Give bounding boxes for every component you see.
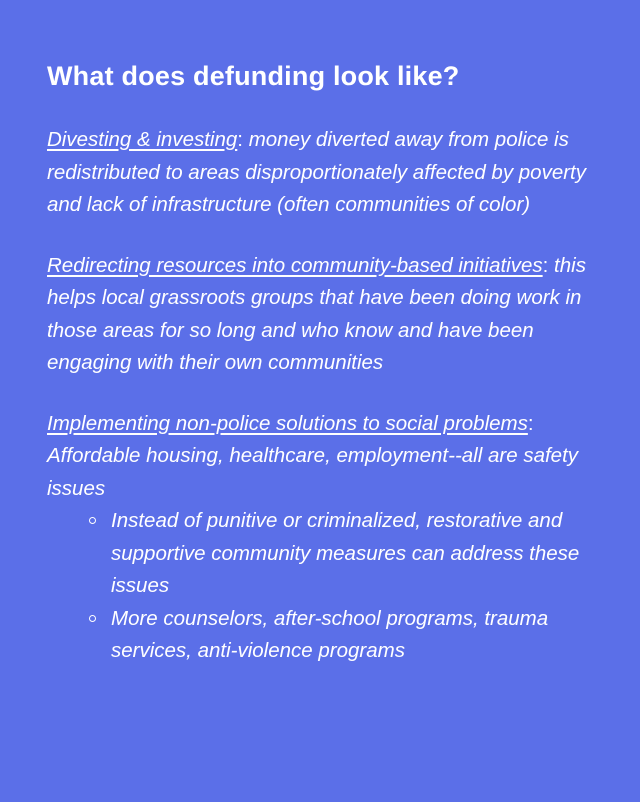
colon: :: [542, 253, 555, 277]
section-text: Affordable housing, healthcare, employment--all are safety issues: [47, 444, 579, 500]
colon: :: [237, 128, 249, 151]
section-heading: Redirecting resources into community-based initiatives: [47, 253, 543, 277]
list-item: [89, 505, 600, 603]
section-redirecting: [47, 250, 600, 380]
sub-bullet-list: [47, 505, 600, 668]
list-item-text: Instead of punitive or criminalized, restorative and supportive community measures can address these issues: [111, 509, 580, 597]
section-implementing: [47, 408, 600, 668]
section-heading: Implementing non-police solutions to social problems: [47, 411, 528, 435]
colon: :: [527, 411, 534, 435]
section-text: money diverted away from police is redistributed to areas disproportionately affected by poverty and lack of infrastructure (often communities of color): [47, 128, 586, 216]
hollow-circle-bullet-icon: [89, 517, 96, 524]
section-divesting: [47, 124, 600, 222]
hollow-circle-bullet-icon: [89, 615, 96, 622]
page-title: What does defunding look like?: [47, 61, 460, 91]
section-heading: Divesting & investing: [47, 128, 238, 151]
list-item-text: More counselors, after-school programs, trauma services, anti-violence programs: [111, 606, 549, 662]
list-item: [89, 603, 600, 668]
section-text: this helps local grassroots groups that have been doing work in those areas for so long and who know and have been engaging with their own communities: [47, 253, 586, 374]
